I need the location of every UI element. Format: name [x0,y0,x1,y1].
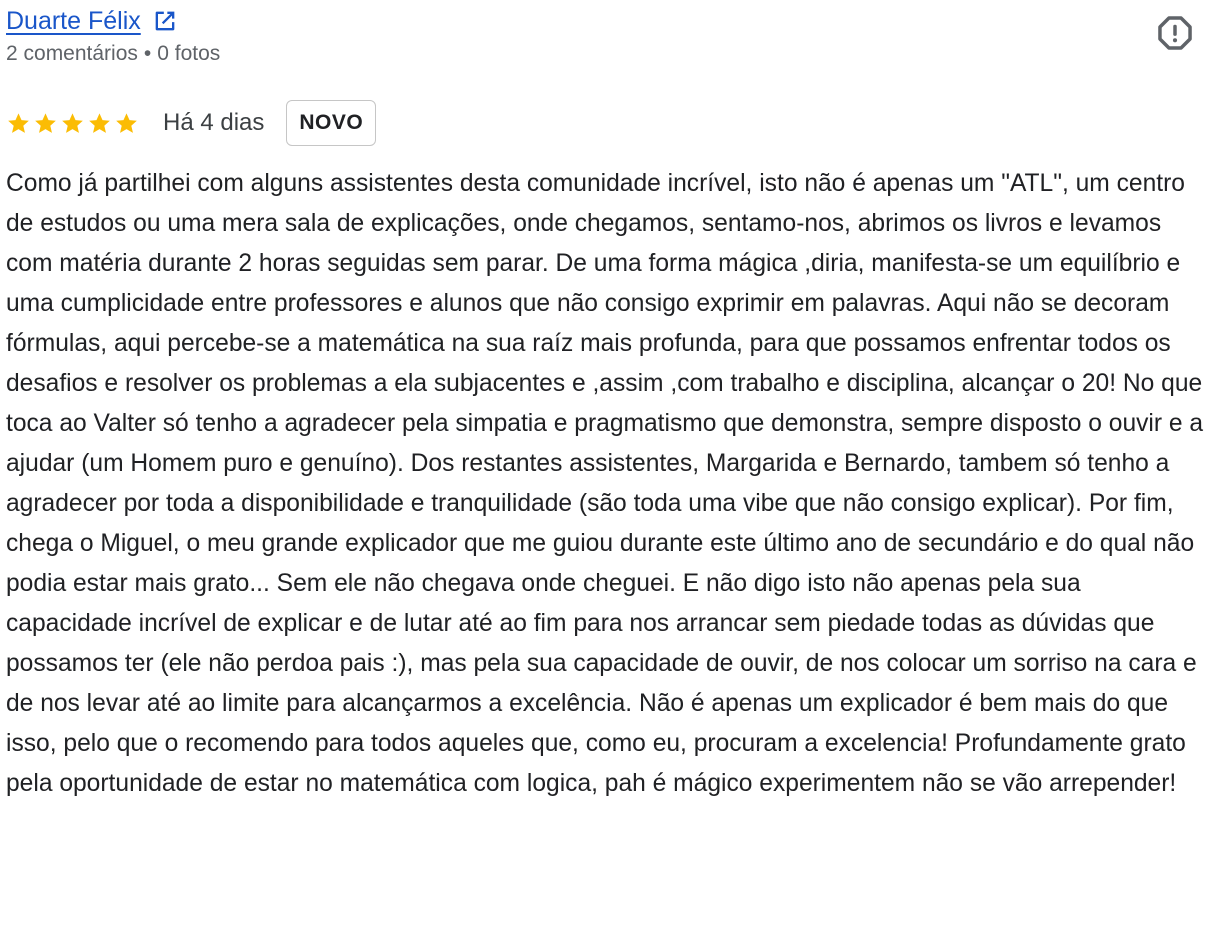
star-icon [87,111,112,136]
star-icon [6,111,31,136]
star-icon [114,111,139,136]
review-date: Há 4 dias [163,109,265,136]
author-row [6,4,179,38]
external-link-icon[interactable] [151,7,179,35]
photos-count: 0 fotos [157,42,221,65]
meta-separator: • [143,42,152,65]
star-rating [6,111,139,136]
review-text: Como já partilhei com alguns assistentes desta comunidade incrível, isto não é apenas um "ATL", um centro de estudos ou uma mera sala de explicações, onde chegamos, sentamo-nos, abrimos os livros e levamos com matéria durante 2 horas seguidas sem parar. De uma forma mágica ,diria, manifesta-se um equilíbrio e uma cumplicidade entre professores e alunos que não consigo exprimir em palavras. Aqui não se decoram fórmulas, aqui percebe-se a matemática na sua raíz mais profunda, para que possamos enfrentar todos os desafios e resolver os problemas a ela subjacentes e ,assim ,com trabalho e disciplina, alcançar o 20! No que toca ao Valter só tenho a agradecer pela simpatia e pragmatismo que demonstra, sempre disposto o ouvir e a ajudar (um Homem puro e genuíno). Dos restantes assistentes, Margarida e Bernardo, tambem só tenho a agradecer por toda a disponibilidade e tranquilidade (são toda uma vibe que não consigo explicar). Por fim, chega o Miguel, o meu grande explicador que me guiou durante este último ano de secundário e do qual não podia estar mais grato... Sem ele não chegava onde cheguei. E não digo isto não apenas pela sua capacidade incrível de explicar e de lutar até ao fim para nos arrancar sem piedade todas as dúvidas que possamos ter (ele não perdoa pais :), mas pela sua capacidade de ouvir, de nos colocar um sorriso na cara e de nos levar até ao limite para alcançarmos a excelência. Não é apenas um explicador é bem mais do que isso, pelo que o recomendo para todos aqueles que, como eu, procuram a excelencia! Profundamente grato pela oportunidade de estar no matemática com logica, pah é mágico experimentem não se vão arrepender! [6,170,1204,797]
author-name-link[interactable]: Duarte Félix [6,7,141,35]
new-badge: NOVO [286,100,376,146]
star-icon [60,111,85,136]
star-icon [33,111,58,136]
review-card [6,0,1210,797]
comments-count: 2 comentários [6,42,138,65]
author-meta [6,42,220,66]
review-header [6,0,1210,136]
rating-row [6,100,376,146]
report-icon[interactable] [1156,14,1194,52]
